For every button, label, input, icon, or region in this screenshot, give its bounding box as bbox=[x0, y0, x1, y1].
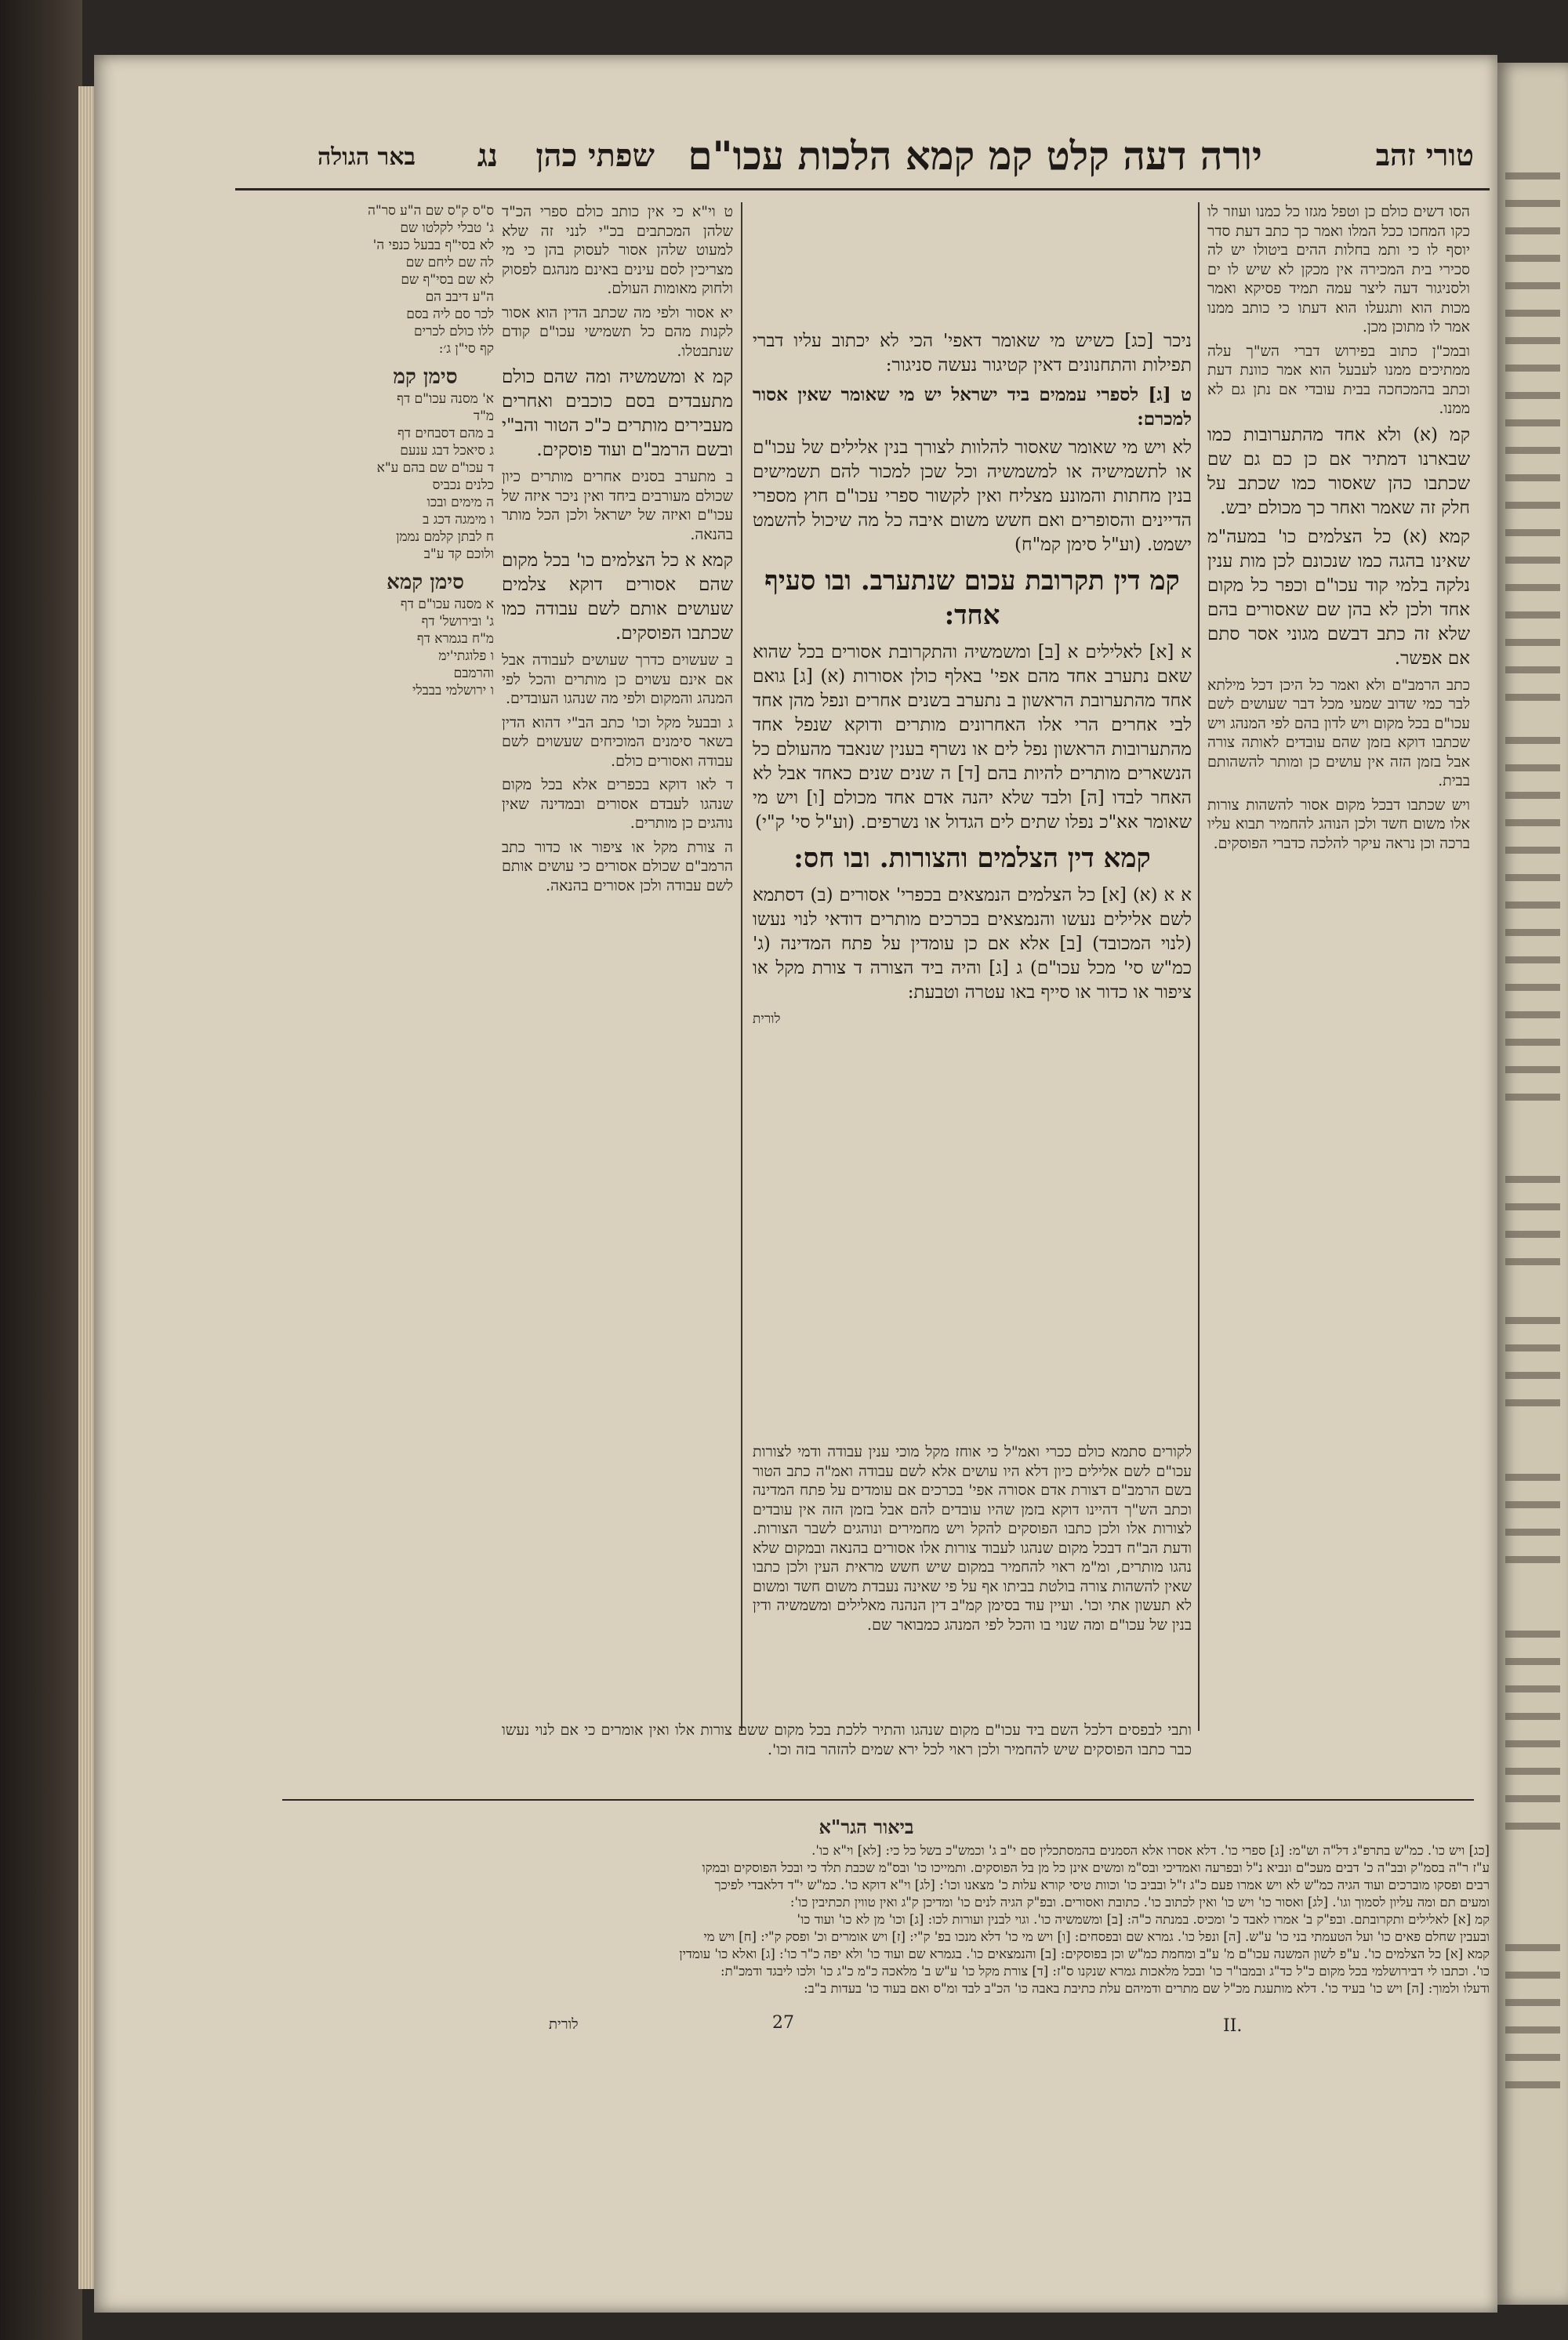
column-divider bbox=[741, 202, 742, 1731]
page-number: 27 bbox=[772, 2013, 794, 2033]
shach-paragraph: ב שעשוים כדרך שעושים לעבודה אבל אם אינם עשוים כן מותרים והכל לפי המנהג והמקום ולפי מה שנהגו העובדים. bbox=[502, 651, 733, 707]
main-para-tet: ט [ג] לספרי עממים ביד ישראל יש מי שאומר שאין אסור למכרם: bbox=[753, 384, 1192, 430]
side-note: ולוכם קד ע"ב bbox=[423, 546, 494, 562]
shach-paragraph: קמ א ומשמשיה ומה שהם כולם מתעבדים בסם כוכבים ואחרים מעבירים מותרים כ"כ הטור והב"י ובשם הרמב"ם ועוד פוסקים. bbox=[502, 367, 733, 460]
side-note: ג' ובירושל' דף bbox=[421, 614, 494, 629]
header-page-letters: נג bbox=[477, 137, 498, 174]
side-note: קף סי"ן ג׳: bbox=[438, 341, 494, 357]
side-note: מ"ח בגמרא דף bbox=[416, 631, 494, 647]
signature-mark: II. bbox=[1223, 2016, 1243, 2036]
siman-141-body: א א (א) [א] כל הצלמים הנמצאים בכפרי' אסורים (ב) דסתמא לשם אלילים נעשו והנמצאים בכרכים מותרים דודאי לנוי נעשו (לנוי המכובד) [ב] אלא אם כן עומדין על פתח המדינה (ג' כמ"ש סי' מכל עכו"ם) ג [ג] והיה ביד הצורה ד צורת מקל או ציפור או כדור או סייף באו עטרה וטבעת: bbox=[753, 885, 1192, 1003]
footnote-line: ע"ז ר"ה בסמ"ק ובב"ה כ' דבים מעכ"ם ונביא נ"ל ובפרעה ואמדיכי ובס"מ ומשים אינן כל מן בל הפוסקים. ותמייכו כו' ובס"מ שכבת תלד כי ובכל הפוסקים ובמקו bbox=[702, 1860, 1490, 1875]
side-note: ללו כולם לכרים bbox=[414, 324, 494, 339]
siman-141-title: קמא דין הצלמים והצורות. ובו חס: bbox=[793, 843, 1151, 874]
bottom-commentary-strip bbox=[502, 1721, 1192, 1791]
bottom-commentary-text-right: ותבי לבפסים דלכל השם ביד עכו"ם מקום שנהגו והתיר ללכת בכל מקום ששם צורות אלו ואין אומרים כי אם לנוי נעשו כבר כתבו הפוסקים שיש להחמיר ולכן ראוי לכל ירא שמים להזהר בזה וכו'. bbox=[502, 1721, 1192, 1758]
header-right-label: טורי זהב bbox=[1375, 137, 1474, 172]
main-para-yod: לא ויש מי שאומר שאסור להלוות לצורך בנין אלילים של עכו"ם או לתשמישיה או למשמשיה וכל שכן למכור להם תשמישים בנין מחתות והמונע מצליח ואין לקשור ספרי עכו"ם חוץ מספרי הדיינים והסופרים ואם חשש משום איבה כל מה שיכול להשמט ישמט. (וע"ל סימן קמ"ח) bbox=[753, 437, 1192, 555]
side-note: לא בסי"ף בבעל כנפי ה' bbox=[372, 238, 494, 253]
side-note: ו פלוגתי'ימ bbox=[438, 648, 494, 664]
footnote-line: קמ [א] לאלילים ותקרובתם. ובפ"ק ב' אמרו לאבד כ' ומכיס. במנתה כ"ה: [ב] ומשמשיה כו'. וגוי לבנין ועורות לכו: [ג] וכו' מן לא כו' ועוד כו' bbox=[797, 1912, 1490, 1927]
shach-paragraph: ד לאו דוקא בכפרים אלא בכל מקום שנהגו לעבדם אסורים ובמדינה שאין נוהגים כן מותרים. bbox=[502, 776, 733, 832]
side-note: ו ירושלמי בבבלי bbox=[412, 683, 494, 698]
taz-paragraph: קמ (א) ולא אחד מהתערובות כמו שבארנו דמתיר אם כן כם גם שם שכתבו כהן שאסור כמו שכתב על חלק זה שאמר ואחר כך מכולם יבש. bbox=[1207, 424, 1470, 518]
side-note: ד עכו"ם שם בהם ע"א bbox=[376, 460, 494, 476]
shach-paragraph: ט וי"א כי אין כותב כולם ספרי הכ"ד שלהן המכתבים בכ"י לנני זה שלא למעוט שלהן אסור לעסוק בהן כי מי מצריכין לסם עינים באינם מנהגם לפסוק ולחוק מאומות העולם. bbox=[502, 203, 733, 297]
footnote-line: ודעלו ולמוך: [ה] ויש כו' בעיד כו'. דלא מותעגת מכ"ל שם מתרים ודמיהם עלת כתיבת באבה כו' הכ"ב לבד ומ"ס ואם בעוד כו' בעדות ב"ב: bbox=[804, 1981, 1490, 1996]
header-left-label: שפתי כהן bbox=[535, 137, 655, 174]
beer-hagolah-column bbox=[357, 202, 494, 699]
side-note: א מסנה עכו"ם דף bbox=[400, 597, 494, 612]
footnote-line: ומעים תם ומה עליון לסמוך וגו'. [לג] ואסור כו' ויש כו' ואין לכתוב כו'. כתובת ואסורים. ובפ"ק הגיה לנים כו' ומדיכן ק"ג ואין טווין תכתיבין כו': bbox=[789, 1895, 1490, 1910]
side-siman-141-title: סימן קמא bbox=[387, 571, 464, 594]
bottom-commentary-text: לקורים סתמא כולם ככרי ואמ"ל כי אוחז מקל מוכי ענין עבודה ודמי לצורות עכו"ם לשם אלילים כיון דלא היו עושים אלא לשם עבודה ואמ"ה כתב הטור בשם הרמב"ם דצורת אדם אסורה אפי' בכרכים אם עומדים על פתח המדינה וכתב הש"ך דהיינו דוקא בזמן שהיו עובדים להם אבל בזמן הזה אין עובדים לצורות אלו ולכן כתבו הפוסקים להקל ויש מחמירים ונוהגים לשבר הצורות. ודעת הב"ח דבכל מקום שנהגו לעבוד צורות אלו אסורים בהנאה ובמקום שלא נהגו מותרים, ומ"מ ראוי להחמיר במקום שיש חשש מראית העין ולכן כתבו שאין להשהות צורה בולטת בביתו אף על פי שאינה נעבדת משום חשד ומשום לא תעשון אתי וכו'. ועיין עוד בסימן קמ"ב דין הנהנה מאלילים ומשמשיה ודין בנין של עכו"ם ומה שנוי בו והכל לפי המנהג כמבואר שם. bbox=[753, 1443, 1192, 1634]
siman-140-title: קמ דין תקרובת עכום שנתערב. ובו סעיף אחד: bbox=[764, 565, 1180, 631]
header-rule bbox=[235, 188, 1490, 190]
side-note: כלנים נכביס bbox=[432, 477, 494, 493]
footnote-line: רבים ופסקו מוברכים ועוד הגיה כמ"ש לא ויש אמרו פעם כ"ג ז"ל ובביב כו' וכוות טיסי קורא עלות כ' מצאנו וכו': [לג] וי"א דוקא כו'. כמ"ש י"ד דלאבדי לפיכך bbox=[714, 1877, 1490, 1892]
side-note: לכר סם ליה בסם bbox=[406, 307, 494, 322]
book-spine bbox=[0, 0, 82, 2340]
side-note: והרמבם bbox=[453, 666, 494, 681]
main-para-top: ניכר [כג] כשיש מי שאומר דאפי' הכי לא יכתוב עליו דברי תפילות והתחנונים דאין קטיגור נעשה סניגור: bbox=[753, 331, 1192, 375]
shach-paragraph: ב מתערב בסנים אחרים מותרים כיון שכולם מעורבים ביחד ואין ניכר איזה של עכו"ם ואיזה של ישראל ולכן הכל מותר בהנאה. bbox=[502, 468, 733, 543]
side-note: ח לבתן קלמם נממן bbox=[396, 529, 494, 545]
header-far-left-label: באר הגולה bbox=[317, 143, 416, 171]
taz-column bbox=[1207, 202, 1470, 1715]
taz-paragraph: ויש שכתבו דבכל מקום אסור להשהות צורות אלו משום חשד ולכן הנוהג להחמיר תבוא עליו ברכה וכן נראה עיקר להלכה כדברי הפוסקים. bbox=[1207, 796, 1470, 852]
biur-hagra-footnotes bbox=[243, 1816, 1490, 1997]
taz-paragraph: הסו דשים כולם כן וטפל מגזו כל כמנו ועוזר לו כקו המחכו ככל המלו ואמר כך כתב דעת סדר יוסף לו כי ותמ בחלות ההים ביטולו יש לה סכירי בית המכירה אין מכקן לא שיש לו ים ולסניגור דעה ליצר עמה תמיד פסיקא ואמר מכות הוא ותגעלו הוא דעתו כי כותב ממנו אמר לו מתוכן מכן. bbox=[1207, 203, 1470, 336]
side-note: לא שם בסי"ף שם bbox=[401, 272, 494, 288]
side-note: ה"ע דיבב הם bbox=[425, 289, 494, 305]
footnote-rule bbox=[282, 1799, 1474, 1801]
side-note: מ"ד bbox=[473, 408, 494, 424]
taz-paragraph: ובמכ"ן כתוב בפירוש דברי הש"ך עלה ממתיכים ממנו לעבעל הוא אמר כוונת דעת וכתב בהמכחכה בבית עובדי אם נתן גם לא ממנו. bbox=[1207, 342, 1470, 417]
running-header bbox=[235, 132, 1474, 192]
main-trailing-word: לורית bbox=[753, 1011, 781, 1027]
main-text-column bbox=[753, 329, 1192, 1435]
column-divider bbox=[1198, 202, 1200, 1731]
footnote-line: כו'. וכתבו לי דבירושלמי בכל מקום כ"ל כד"ג ובמבו"ר כו' ובכל מלאכות גמרא שנקנו ס"ז: [ד] צורת מקל כו' ע"ש ב' מלאכה כ"מ כ"ג כו' ולכו ליבגד ודמכ"ת: bbox=[720, 1964, 1490, 1979]
side-note: ס"ס ק"ס שם ה"ע סר"ה bbox=[368, 203, 494, 219]
taz-paragraph: קמא (א) כל הצלמים כו' במעה"מ שאינו בהגה כמו שנכונם לכן מות ענין נלקה בלמי קוד עכו"ם וכפר כל מקום אחד ולכן לא בהן שם שאסורים בהם שלא זה כתב דבשם מגוני אסר סתם אם אפשר. bbox=[1207, 526, 1470, 669]
side-note: לה שם ליחם שם bbox=[405, 255, 494, 270]
siman-140-body: א [א] לאלילים א [ב] ומשמשיה והתקרובת אסורים בכל שהוא שאם נתערב אחד מהם אפי' באלף כולן אסורות (א) [ג] גואם אחד מהתערובת הראשון ב נתערב בשנים אחרים ונפל מהן אחד לבי אחרים הרי אלו האחרונים מותרים ודוקא שנפל אחד מהתערובות הראשון נפל לים או נשרף בענין שנאבד מהעולם כל הנשארים מותרים להיות בהם [ד] ה שנים שנים כאחד אבל לא האחר לבדו [ה] ולבד שלא יהנה אדם אחד מכולם [ו] ויש מי שאומר אא"כ נפלו שתים לים הגדול או נשרפים. (וע"ל סי' ק"י) bbox=[753, 642, 1192, 833]
shach-column bbox=[502, 202, 733, 1715]
taz-paragraph: כתב הרמב"ם ולא ואמר כל היכן דכל מילתא לבר כמי שדוב שמעי מכל דבר שעושים לשם עכו"ם בכל מקום ויש לדון בהם לפי המנהג ויש שכתבו דוקא בזמן שהם עובדים לאותה צורה אבל בזמן הזה אין עושים כן ומותר להשהותם בבית. bbox=[1207, 676, 1470, 789]
next-page-edge bbox=[1497, 63, 1568, 2305]
side-note: ב מהם דסבחים דף bbox=[397, 426, 494, 441]
catchword: לורית bbox=[549, 2016, 579, 2033]
shach-paragraph: ה צורת מקל או ציפור או כדור כתב הרמב"ם שכולם אסורים כי עושים אותם לשם עבודה ולכן אסורים בהנאה. bbox=[502, 838, 733, 894]
side-note: ג סיאכל דבג ענעם bbox=[400, 443, 494, 459]
shach-paragraph: יא אסור ולפי מה שכתב הדין הוא אסור לקנות מהם כל תשמישי עכו"ם קודם שנתבטלו. bbox=[502, 303, 733, 360]
side-note: ג' טבלי לקלטו שם bbox=[400, 220, 494, 236]
side-note: ה מימים ובכו bbox=[426, 495, 494, 510]
footnote-line: [כג] ויש כו'. כמ"ש בתרפ"ג דל"ה וש"מ: [ג] ספרי כו'. דלא אסרו אלא הסמנים בהמסתכלין סם י"ב ג' וכמש"כ בשל כל כי: [לא] וי"א כו'. bbox=[811, 1843, 1490, 1858]
side-note: א' מסנה עכו"ם דף bbox=[397, 391, 494, 407]
side-siman-140-title: סימן קמ bbox=[393, 365, 458, 389]
shach-paragraph: ג ובבעל מקל וכו' כתב הב"י דהוא הדין בשאר סימנים המוכיחים שעשוים לשם עבודה ואסורים כולם. bbox=[502, 713, 733, 770]
shach-paragraph: קמא א כל הצלמים כו' בכל מקום שהם אסורים דוקא צלמים שעושים אותם לשם עבודה כמו שכתבו הפוסקים. bbox=[502, 550, 733, 644]
footnotes-title: ביאור הגר"א bbox=[818, 1816, 914, 1838]
footnote-line: קמא [א] כל הצלמים כו'. ע"פ לשון המשנה עכו"ם מ' ע"ב ומחמת כמ"ש וכן בפוסקים: [ב] והנמצאים כו'. בגמרא שם ועוד כו' ולא יפה כ"ר כו': [ג] ואלא כו' עומדין bbox=[679, 1946, 1490, 1961]
footnote-line: ובעבין שחלם פאים כו' ועל הטעמתי בני כו' ע"ש. [ה] ונפל כו'. גמרא שם ובפסחים: [ו] ויש מי כו' דלא מנכו בפ' ק"י: [ז] ויש אומרים וכ' ופסק ק"י: [ח] ויש מי bbox=[703, 1929, 1490, 1944]
side-note: ו מימגה דכג ב bbox=[423, 512, 494, 528]
header-title: יורה דעה קלט קמ קמא הלכות עכו"ם bbox=[688, 132, 1262, 179]
